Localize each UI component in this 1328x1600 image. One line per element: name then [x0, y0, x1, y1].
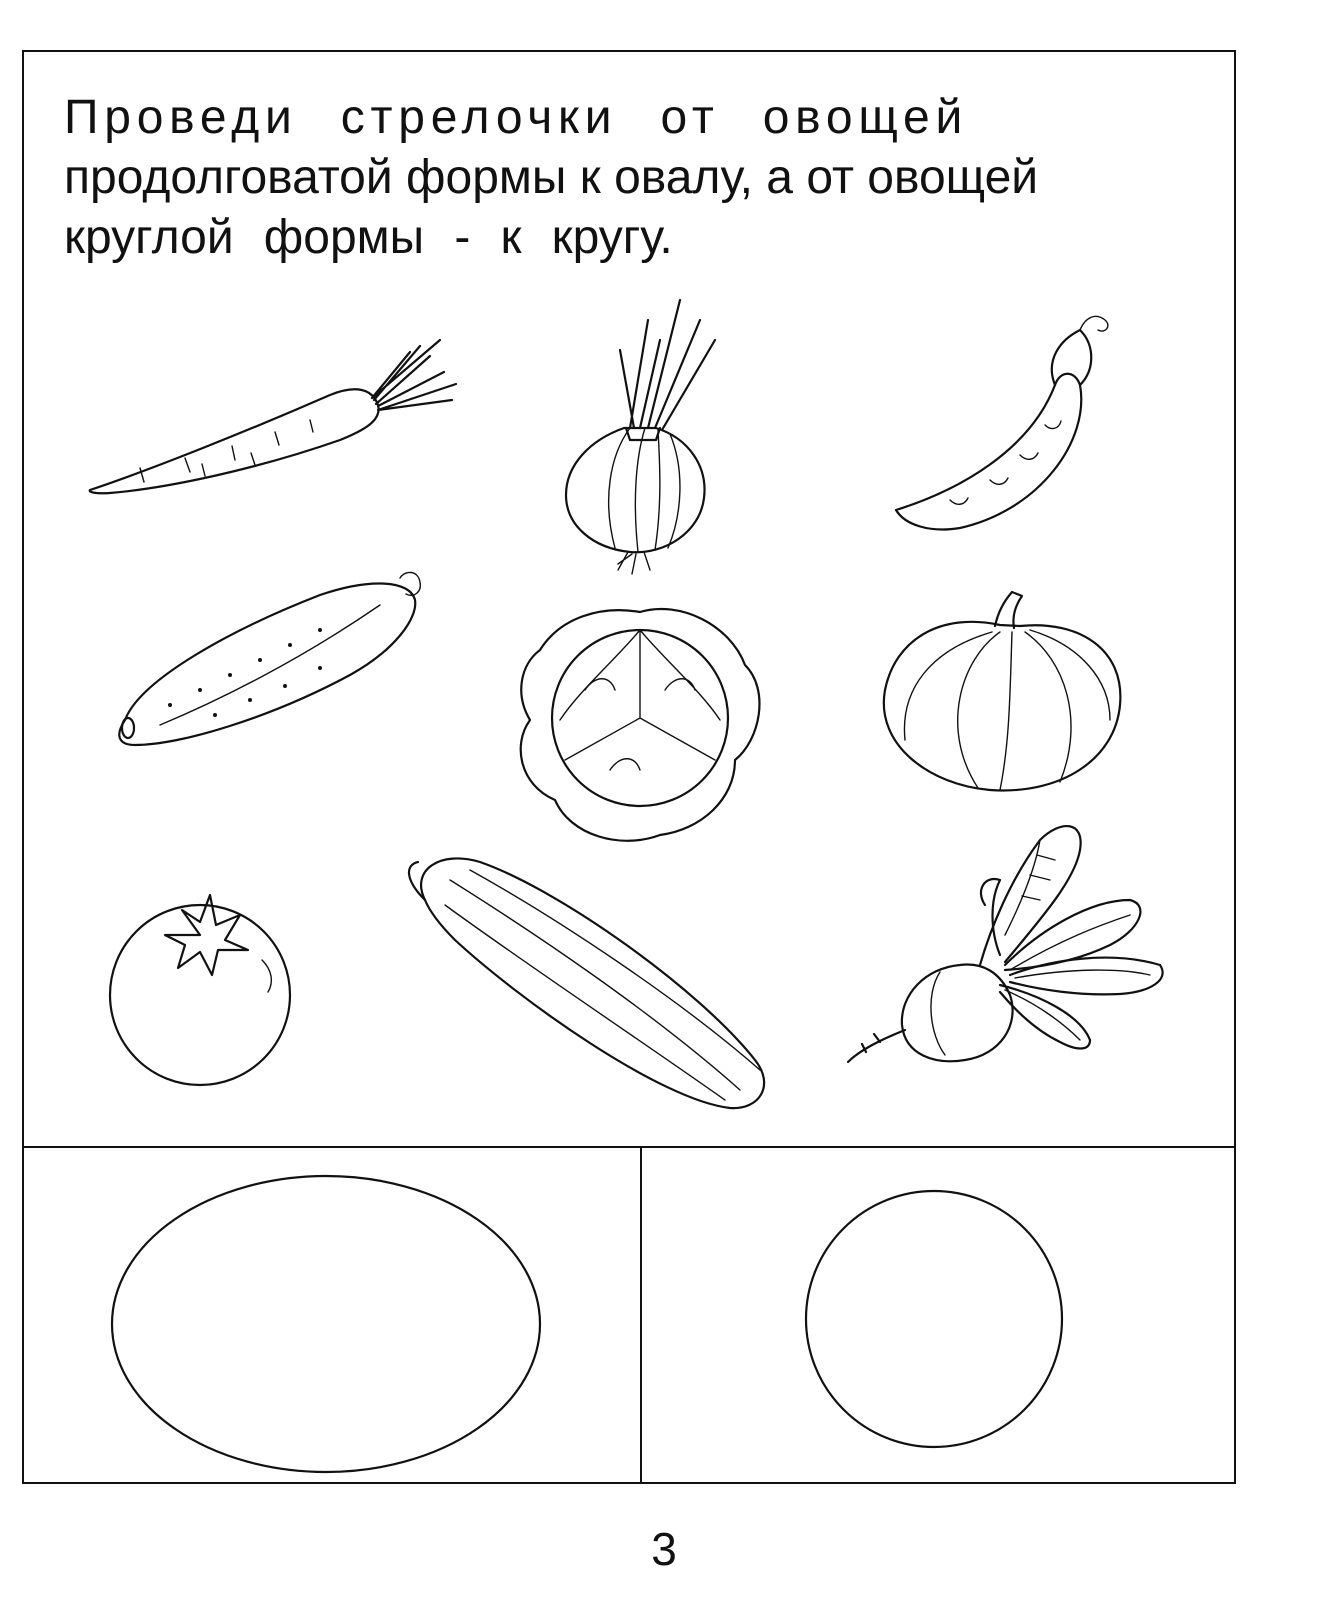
instruction-line-3: круглой формы - к кругу. — [64, 211, 673, 264]
radish-icon[interactable] — [848, 826, 1163, 1062]
onion-icon[interactable] — [566, 300, 715, 574]
instruction-line-1: Проведи стрелочки от овощей — [64, 91, 969, 144]
carrot-icon[interactable] — [90, 340, 456, 493]
pea-pod-icon[interactable] — [896, 316, 1108, 529]
cabbage-icon[interactable] — [521, 609, 760, 841]
page-number: 3 — [651, 1523, 677, 1575]
pumpkin-icon[interactable] — [884, 592, 1121, 790]
circle-target[interactable] — [806, 1191, 1062, 1447]
tomato-icon[interactable] — [110, 895, 290, 1085]
cucumber-icon[interactable] — [119, 572, 420, 745]
marrow-icon[interactable] — [409, 858, 764, 1108]
instruction-line-2: продолговатой формы к овалу, а от овощей — [64, 151, 1039, 204]
oval-target[interactable] — [112, 1176, 540, 1472]
